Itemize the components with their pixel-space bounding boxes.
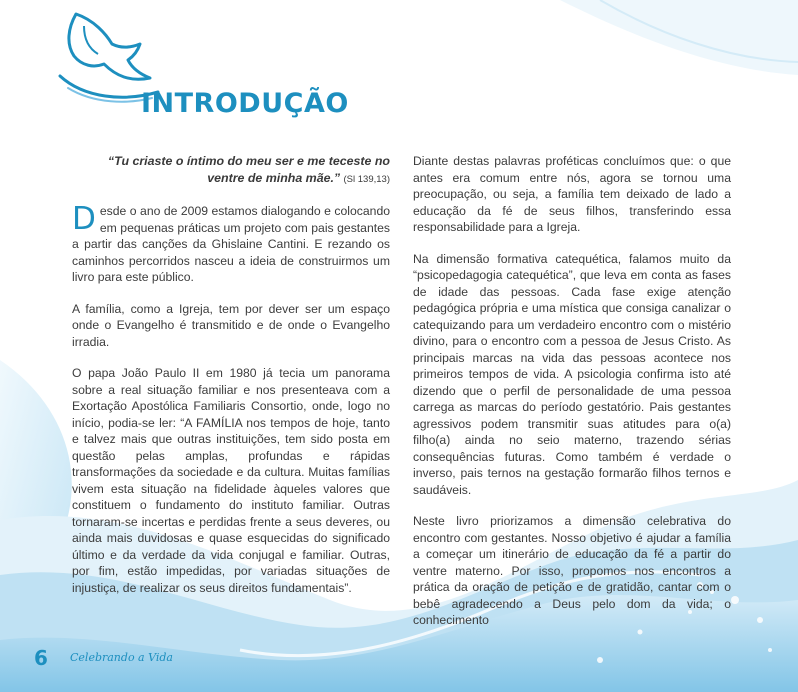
page-number: 6 [34,646,48,670]
left-column [72,153,390,611]
epigraph-reference: (Sl 139,13) [343,173,390,185]
paragraph: A família, como a Igreja, tem por dever ser um espaço onde o Evangelho é transmitido e de onde o Evangelho irradia. [72,301,390,349]
paragraph [72,203,390,286]
right-column [413,153,731,644]
paragraph: O papa João Paulo II em 1980 já tecia um panorama sobre a real situação familiar e nos presenteava com a Exortação Apostólica Familiaris Consortio, onde, logo no início, podia-se ler: “A FAMÍLIA nos tempos de hoje, tanto e talvez mais que outras instituições, tem sido posta em questão pelas amplas, profundas e rápidas transformações da sociedade e da cultura. Muitas famílias vivem esta situação na fidelidade àqueles valores que constituem o fundamento do instituto familiar. Outras tornaram-se incertas e perdidas frente a seus deveres, ou ainda mais duvidosas e quase esquecidas do significado último e da verdade da vida conjugal e familiar. Outras, por fim, estão impedidas, por variadas situações de injustiça, de realizar os seus direitos fundamentais”. [72,366,390,595]
drop-cap: D [72,201,96,237]
paragraph: Na dimensão formativa catequética, falamos muito da “psicopedagogia catequética”, que leva em conta as fases de idade das pessoas. Cada fase exige atenção pedagógica própria e uma mística que consiga canalizar o catequizando para um verdadeiro encontro com o mistério divino, para o encontro com a pessoa de Jesus Cristo. As principais marcas na vida das pessoas acontece nos primeiros tempos de vida. A psicologia confirma isto até dizendo que o perfil de personalidade de uma pessoa carrega as marcas do período gestatório. Pais gestantes agressivos podem transmitir suas atitudes para o(a) filho(a) ainda no seio materno, trazendo sérias consequências futuras. Como também é verdade o inverso, pais ternos na gestação formarão filhos ternos e saudáveis. [413,251,731,497]
chapter-title: INTRODUÇÃO [141,88,349,119]
running-title: Celebrando a Vida [70,651,173,664]
paragraph-text: esde o ano de 2009 estamos dialogando e colocando em pequenas práticas um projeto com pais gestantes a partir das canções da Ghislaine Cantini. E rezando os caminhos percorridos nasceu a ideia de construirmos um livro para este público. [72,204,390,284]
epigraph-quote: “Tu criaste o íntimo do meu ser e me teceste no ventre de minha mãe.” [107,154,390,185]
paragraph: Neste livro priorizamos a dimensão celebrativa do encontro com gestantes. Nosso objetivo é ajudar a família a começar um itinerário de educação da fé a partir do ventre materno. Por isso, propomos nos encontros a prática da oração de petição e de gratidão, cantar com o bebê agradecendo a Deus pelo dom da vida; o conhecimento [413,514,731,627]
paragraph: Diante destas palavras proféticas concluímos que: o que antes era comum entre nós, agora se tornou uma preocupação, ou seja, a família tem deixado de lado a educação da fé de seus filhos, transferindo essa responsabilidade para a Igreja. [413,154,731,234]
epigraph [72,153,390,188]
